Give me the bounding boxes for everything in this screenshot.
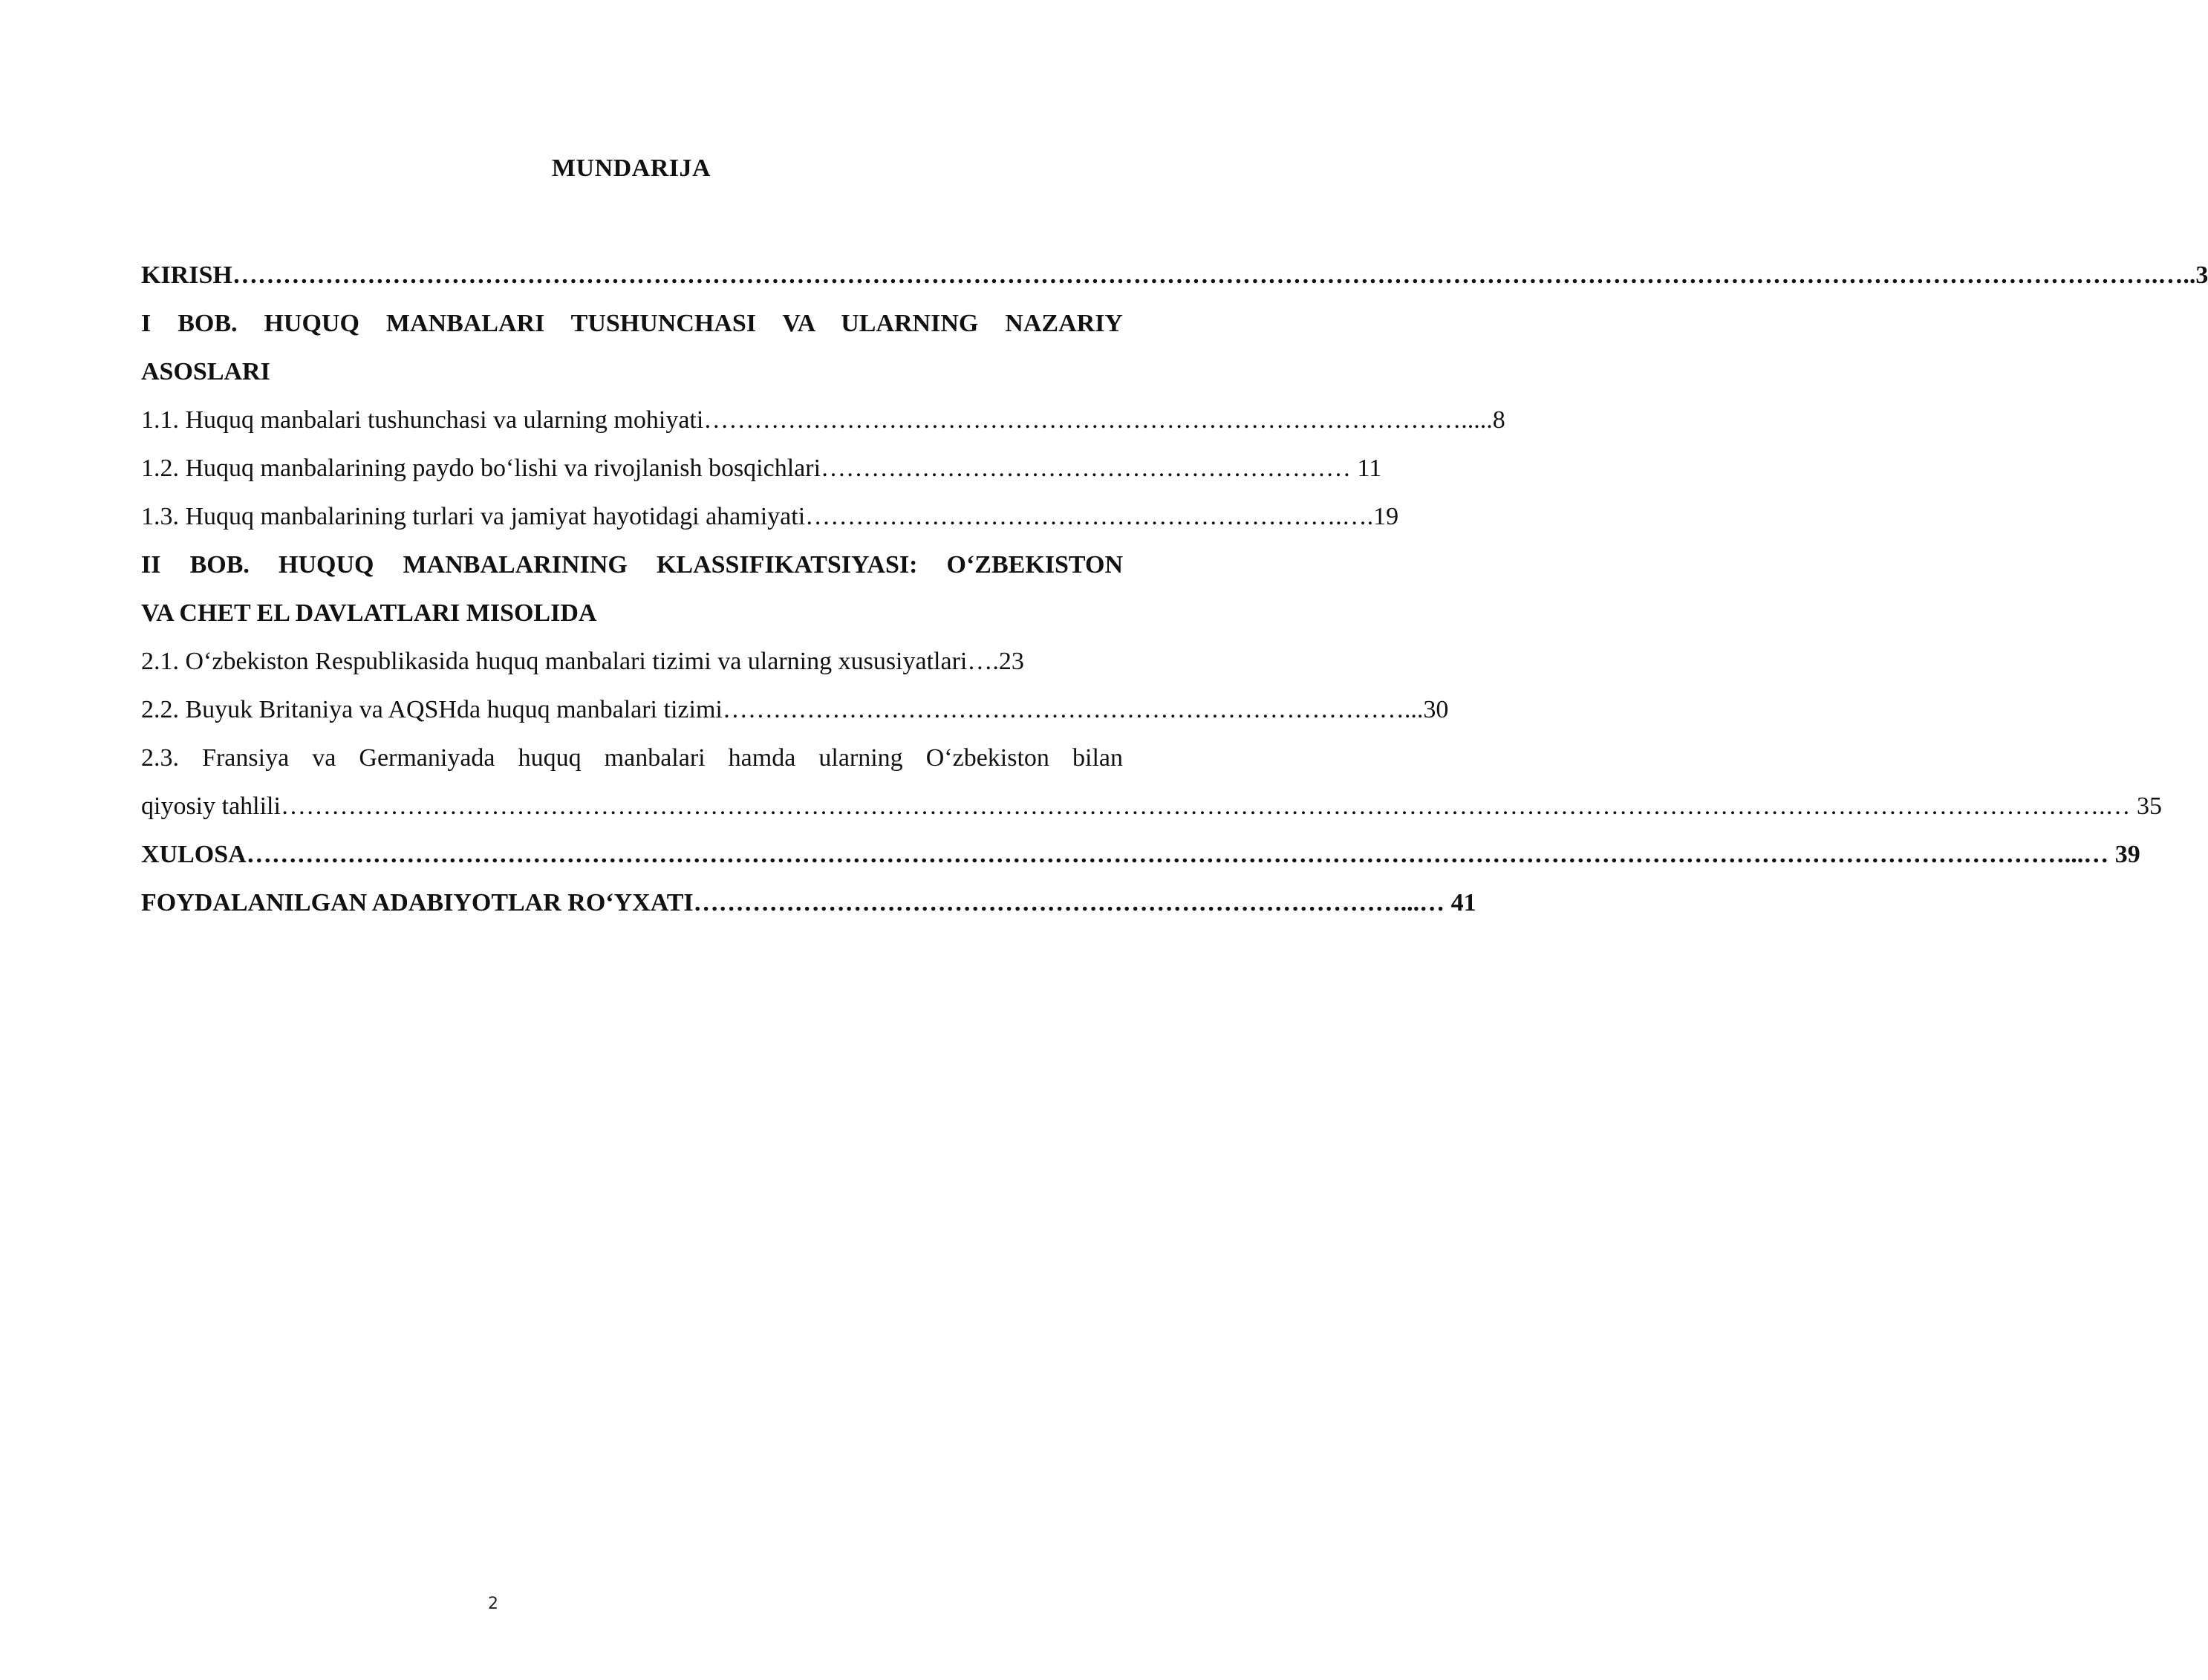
toc-entry-1-2: 1.2. Huquq manbalarining paydo bo‘lishi va rivojlanish bosqichlari……………………………………………………… 11 [141, 455, 1382, 482]
toc-chapter-1-heading: I BOB. HUQUQ MANBALARI TUSHUNCHASI VA ULARNING NAZARIY [141, 310, 1123, 337]
page-title: MUNDARIJA [551, 154, 711, 182]
toc-entry-2-1: 2.1. O‘zbekiston Respublikasida huquq manbalari tizimi va ularning xususiyatlari….23 [141, 648, 1024, 675]
toc-entry-2-3-cont: qiyosiy tahlili……………………………………………………………………………………………………………………………………………………………………………………………….… 35 [141, 792, 2162, 820]
toc-entry-1-1: 1.1. Huquq manbalari tushunchasi va ularning mohiyati……………………………………………………………………………….....8 [141, 406, 1505, 434]
toc-entry-adabiyotlar: FOYDALANILGAN ADABIYOTLAR RO‘YXATI…………………………………………………………………………...… 41 [141, 889, 1476, 916]
page-number: 2 [488, 1595, 498, 1613]
table-of-contents [141, 251, 2208, 927]
toc-chapter-2-heading-cont: VA CHET EL DAVLATLARI MISOLIDA [141, 599, 597, 627]
toc-chapter-2-heading: II BOB. HUQUQ MANBALARINING KLASSIFIKATSIYASI: O‘ZBEKISTON [141, 551, 1123, 579]
toc-entry-xulosa: XULOSA………………………………………………………………………………………………………………………………………………………………………………………………...… 39 [141, 841, 2140, 868]
toc-entry-1-3: 1.3. Huquq manbalarining turlari va jamiyat hayotidagi ahamiyati……………………………………………………….….19 [141, 503, 1399, 530]
toc-chapter-1-heading-cont: ASOSLARI [141, 358, 270, 385]
toc-entry-kirish: KIRISH………………………………………………………………………………………………………………………………………………………………………………………………………….…..3 [141, 261, 2208, 289]
toc-entry-2-2: 2.2. Buyuk Britaniya va AQSHda huquq manbalari tizimi………………………………………………………………………...30 [141, 696, 1449, 723]
toc-entry-2-3: 2.3. Fransiya va Germaniyada huquq manbalari hamda ularning O‘zbekiston bilan [141, 744, 1123, 772]
